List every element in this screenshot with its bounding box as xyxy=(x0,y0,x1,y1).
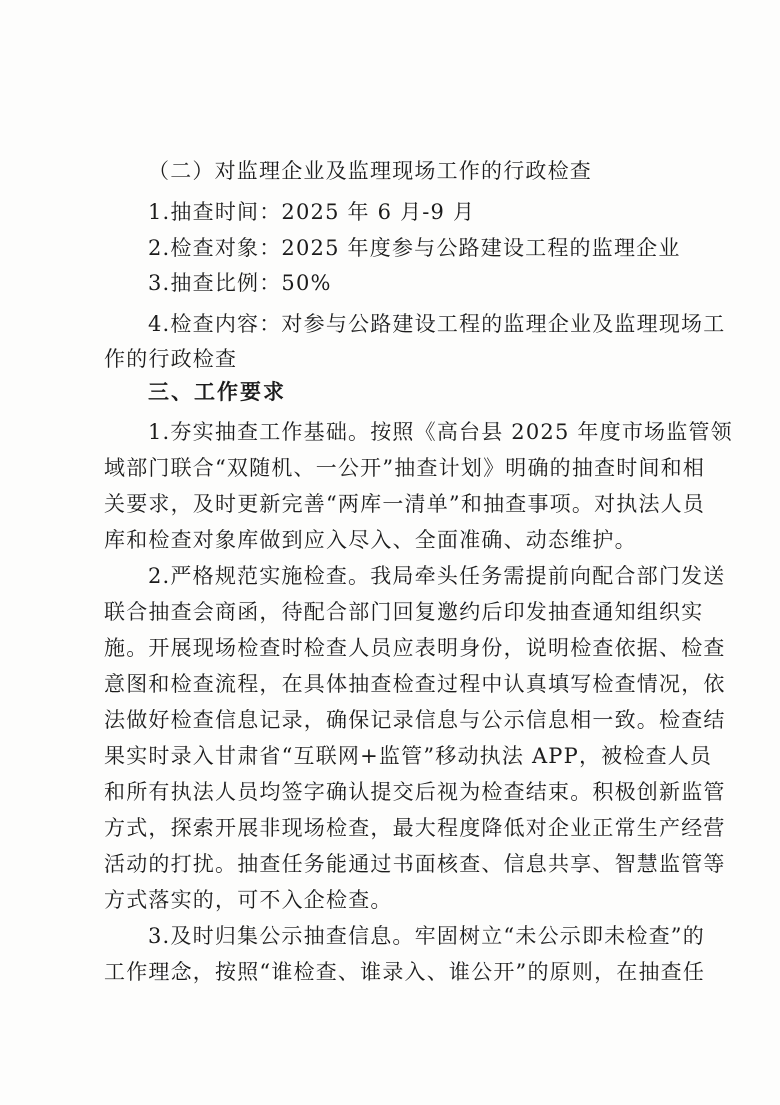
para2-line: 意图和检查流程，在具体抽查检查过程中认真填写检查情况，依 xyxy=(104,672,726,696)
para2-line: 果实时录入甘肃省“互联网+监管”移动执法 APP，被检查人员 xyxy=(104,744,713,768)
para3-line: 工作理念，按照“谁检查、谁录入、谁公开”的原则，在抽查任 xyxy=(104,960,706,984)
para2-line: 方式落实的，可不入企检查。 xyxy=(104,888,393,912)
para1-line: 库和检查对象库做到应入尽入、全面准确、动态维护。 xyxy=(104,528,637,552)
section-two-title: （二）对监理企业及监理现场工作的行政检查 xyxy=(148,159,592,183)
item-sampling-ratio: 3.抽查比例：50% xyxy=(148,271,332,295)
item-inspection-content-cont: 作的行政检查 xyxy=(104,347,238,371)
para1-line: 1.夯实抽查工作基础。按照《高台县 2025 年度市场监管领 xyxy=(148,420,733,444)
para2-line: 法做好检查信息记录，确保记录信息与公示信息相一致。检查结 xyxy=(104,708,726,732)
para2-line: 联合抽查会商函，待配合部门回复邀约后印发抽查通知组织实 xyxy=(104,600,704,624)
item-inspection-target: 2.检查对象：2025 年度参与公路建设工程的监理企业 xyxy=(148,236,681,260)
para2-line: 和所有执法人员均签字确认提交后视为检查结束。积极创新监管 xyxy=(104,780,726,804)
para2-line: 施。开展现场检查时检查人员应表明身份，说明检查依据、检查 xyxy=(104,636,726,660)
para1-line: 关要求，及时更新完善“两库一清单”和抽查事项。对执法人员 xyxy=(104,492,706,516)
section-three-heading: 三、工作要求 xyxy=(148,380,286,404)
para3-line: 3.及时归集公示抽查信息。牢固树立“未公示即未检查”的 xyxy=(148,924,705,948)
para2-line: 方式，探索开展非现场检查，最大程度降低对企业正常生产经营 xyxy=(104,816,726,840)
para2-line: 活动的打扰。抽查任务能通过书面核查、信息共享、智慧监管等 xyxy=(104,852,726,876)
item-inspection-content: 4.检查内容：对参与公路建设工程的监理企业及监理现场工 xyxy=(148,312,726,336)
para2-line: 2.严格规范实施检查。我局牵头任务需提前向配合部门发送 xyxy=(148,564,726,588)
item-sampling-time: 1.抽查时间：2025 年 6 月-9 月 xyxy=(148,200,476,224)
para1-line: 域部门联合“双随机、一公开”抽查计划》明确的抽查时间和相 xyxy=(104,456,706,480)
